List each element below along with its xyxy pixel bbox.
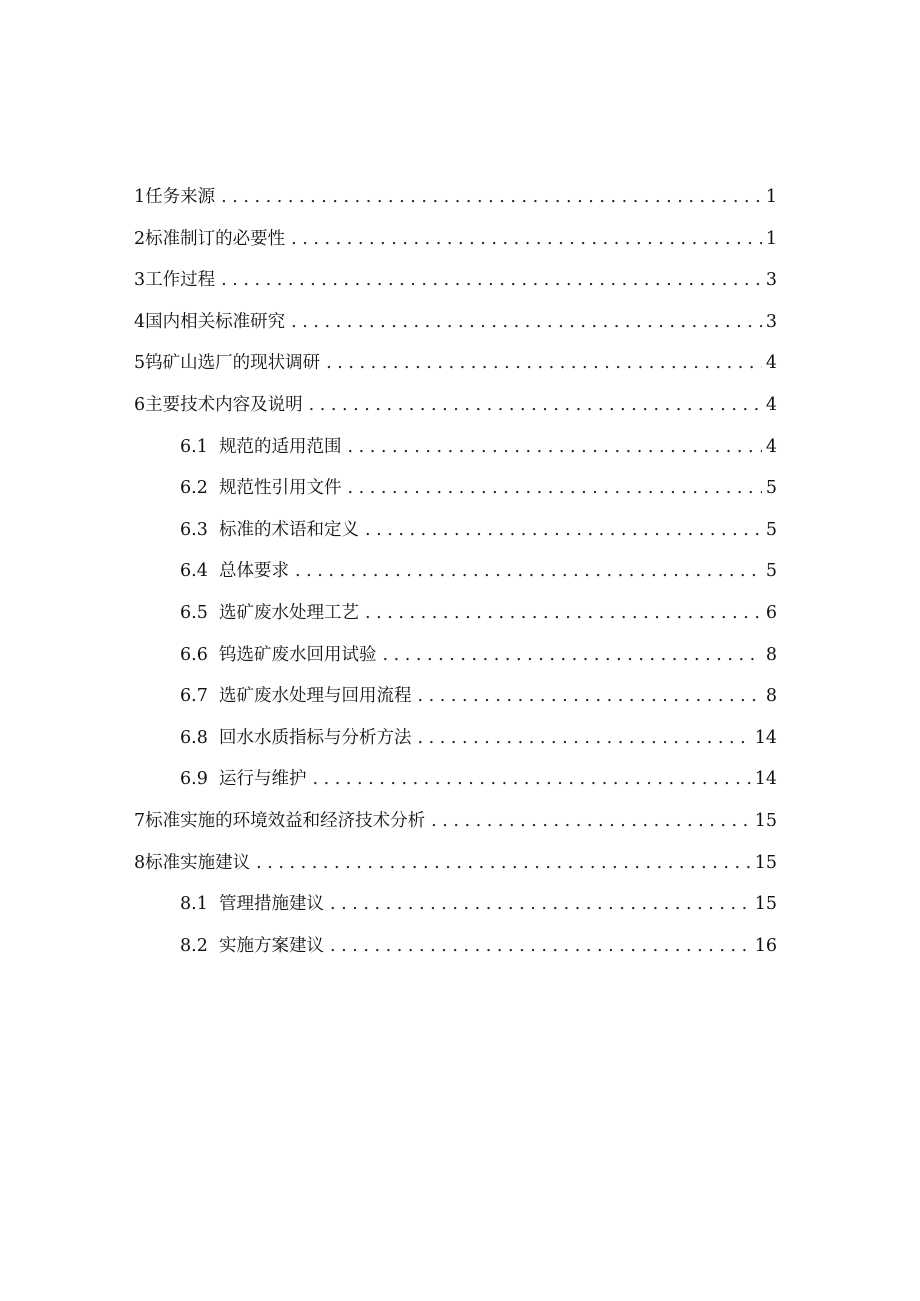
toc-dot-leader [309,385,762,427]
toc-dot-leader [348,427,762,469]
toc-entry[interactable] [134,801,777,843]
toc-entry-title: 工作过程 [145,270,216,291]
toc-entry-page: 15 [754,810,777,831]
toc-entry-title: 规范的适用范围 [219,436,342,457]
toc-dot-leader [295,551,762,593]
toc-subentry[interactable] [134,551,777,593]
toc-dot-leader [365,510,762,552]
toc-entry-page: 4 [765,394,777,415]
toc-entry-number: 6.5 [180,602,208,623]
toc-entry-title: 标准制订的必要性 [145,228,286,249]
toc-entry-title: 钨矿山选厂的现状调研 [145,353,321,374]
toc-entry-page: 5 [765,519,777,540]
toc-entry-title: 标准的术语和定义 [219,519,359,540]
toc-dot-leader [313,759,751,801]
toc-entry-page: 4 [765,353,777,374]
toc-dot-leader [418,676,762,718]
toc-entry-page: 8 [765,686,777,707]
toc-entry-page: 15 [754,852,777,873]
toc-entry-title: 选矿废水处理与回用流程 [219,686,412,707]
toc-entry-number: 6.1 [180,436,208,457]
toc-entry[interactable] [134,343,777,385]
toc-entry-page: 1 [765,187,777,207]
toc-entry-number: 6.3 [180,519,208,540]
toc-entry-number: 6.9 [180,769,208,790]
toc-dot-leader [431,801,751,843]
toc-dot-leader [330,926,751,968]
toc-dot-leader [326,343,762,385]
toc-entry-page: 5 [765,478,777,499]
toc-entry[interactable] [134,260,777,302]
toc-entry[interactable] [134,219,777,261]
toc-subentry[interactable] [134,926,777,968]
toc-entry-page: 8 [765,644,777,665]
toc-entry-title: 规范性引用文件 [219,478,342,499]
toc-entry-title: 运行与维护 [219,769,307,790]
toc-entry-title: 国内相关标准研究 [145,311,286,332]
toc-entry-number: 6.7 [180,686,208,707]
toc-entry-page: 14 [754,727,777,748]
table-of-contents [134,177,777,967]
toc-entry-number: 5 [134,353,146,374]
toc-dot-leader [418,718,751,760]
toc-entry-page: 3 [765,270,777,291]
toc-entry-number: 8 [134,852,146,873]
toc-entry-page: 6 [765,602,777,623]
toc-subentry[interactable] [134,593,777,635]
toc-entry-page: 14 [754,769,777,790]
toc-dot-leader [383,635,762,677]
toc-entry-page: 3 [765,311,777,332]
toc-entry-title: 钨选矿废水回用试验 [219,644,377,665]
toc-entry[interactable] [134,843,777,885]
toc-entry-page: 5 [765,561,777,582]
toc-entry[interactable] [134,177,777,219]
toc-entry-title: 任务来源 [145,187,216,207]
toc-subentry[interactable] [134,468,777,510]
toc-entry-number: 2 [134,228,146,249]
toc-dot-leader [221,260,762,302]
toc-entry-page: 4 [765,436,777,457]
toc-subentry[interactable] [134,427,777,469]
toc-subentry[interactable] [134,884,777,926]
toc-entry-number: 6.2 [180,478,208,499]
toc-entry[interactable] [134,385,777,427]
toc-entry-title: 标准实施的环境效益和经济技术分析 [145,810,426,831]
toc-entry-number: 3 [134,270,146,291]
toc-entry-number: 7 [134,810,146,831]
toc-entry-number: 6.4 [180,561,208,582]
toc-dot-leader [348,468,762,510]
toc-subentry[interactable] [134,718,777,760]
toc-entry-title: 标准实施建议 [145,852,251,873]
toc-subentry[interactable] [134,510,777,552]
toc-entry-number: 8.2 [180,935,208,956]
toc-subentry[interactable] [134,635,777,677]
toc-subentry[interactable] [134,759,777,801]
toc-entry-number: 6.8 [180,727,208,748]
toc-entry-number: 8.1 [180,894,208,915]
toc-entry-number: 6 [134,394,146,415]
toc-entry-page: 1 [765,228,777,249]
toc-dot-leader [330,884,751,926]
toc-dot-leader [291,219,762,261]
toc-subentry[interactable] [134,676,777,718]
toc-entry-number: 4 [134,311,146,332]
toc-entry-title: 选矿废水处理工艺 [219,602,359,623]
toc-entry[interactable] [134,302,777,344]
toc-entry-number: 1 [134,187,146,207]
toc-entry-number: 6.6 [180,644,208,665]
toc-entry-page: 16 [754,935,777,956]
toc-dot-leader [221,177,762,219]
toc-dot-leader [365,593,762,635]
toc-entry-page: 15 [754,894,777,915]
toc-dot-leader [291,302,762,344]
toc-entry-title: 回水水质指标与分析方法 [219,727,412,748]
toc-entry-title: 主要技术内容及说明 [145,394,303,415]
toc-entry-title: 管理措施建议 [219,894,324,915]
toc-entry-title: 总体要求 [219,561,289,582]
toc-entry-title: 实施方案建议 [219,935,324,956]
toc-dot-leader [256,843,751,885]
